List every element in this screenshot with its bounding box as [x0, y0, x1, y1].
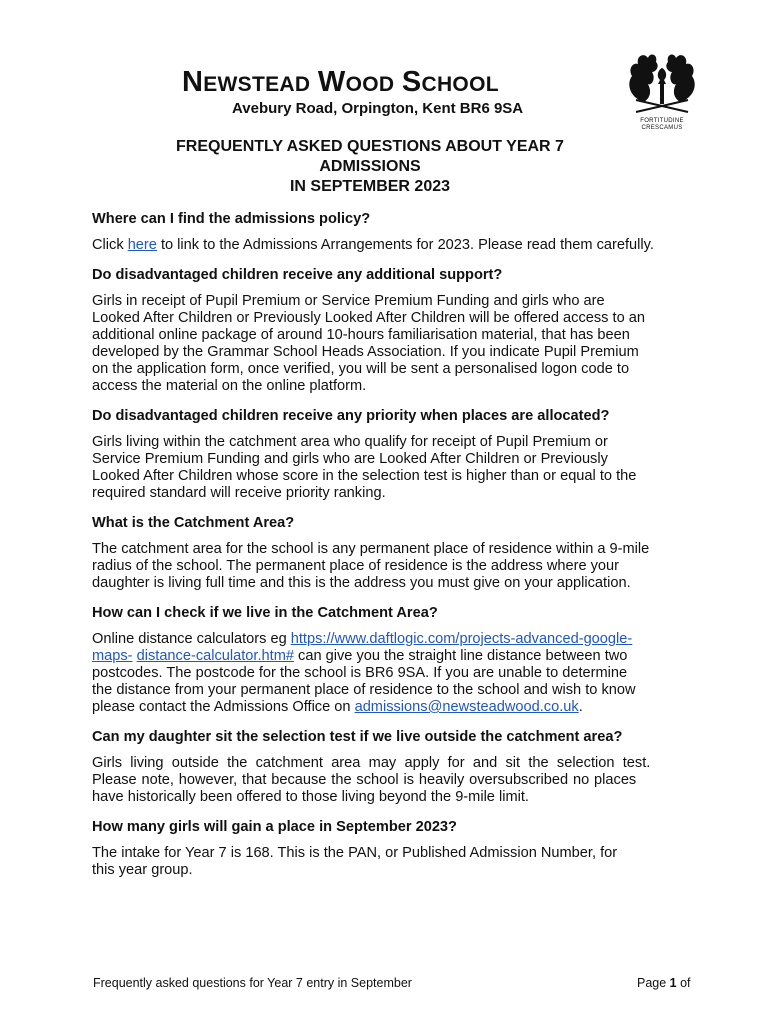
page-number-of: of — [676, 976, 691, 990]
faq-answer-3-line: Looked After Children whose score in the selection test is higher than or equal to the — [92, 468, 637, 484]
faq-answer-2 — [92, 293, 696, 395]
faq-answer-3-line: Service Premium Funding and girls who are Looked After Children or Previously — [92, 451, 608, 467]
faq-answer-4-line: The catchment area for the school is any permanent place of residence within a 9-mile — [92, 541, 650, 557]
faq-answer-5-line-2 — [92, 648, 696, 665]
faq-answer-1-post: to link to the Admissions Arrangements for 2023. Please read them carefully. — [156, 237, 654, 253]
faq-question-6: Can my daughter sit the selection test if we live outside the catchment area? — [92, 729, 623, 745]
faq-question-7: How many girls will gain a place in September 2023? — [92, 819, 457, 835]
faq-answer-5-line-last — [92, 699, 696, 716]
faq-answer-7-line: this year group. — [92, 862, 193, 878]
faq-answer-5-last-pre: please contact the Admissions Office on — [92, 699, 355, 715]
document-title-line-3: IN SEPTEMBER 2023 — [289, 178, 451, 195]
distance-calculator-link-cont-2[interactable]: distance-calculator.htm# — [136, 648, 294, 664]
document-title — [110, 137, 630, 197]
faq-answer-5-mid: can give you the straight line distance between two — [293, 648, 628, 664]
faq-answer-6-line: have historically been offered to those living beyond the 9-mile limit. — [92, 789, 529, 805]
faq-answer-6-line: Please note, however, that because the school is heavily oversubscribed no places — [92, 772, 637, 788]
faq-answer-7 — [92, 845, 696, 879]
school-name-part-3: CHOOL — [421, 73, 499, 96]
faq-answer-5-line: postcodes. The postcode for the school is BR6 9SA. If you are unable to determine — [92, 665, 628, 681]
faq-question-4: What is the Catchment Area? — [92, 515, 295, 531]
faq-answer-2-line: additional online package of around 10-hours familiarisation material, that has been — [92, 327, 630, 343]
faq-answer-2-line: Looked After Children or Previously Looked After Children will be offered access to an — [92, 310, 645, 326]
faq-answer-6 — [92, 755, 696, 806]
school-name — [182, 66, 562, 99]
faq-answer-7-line: The intake for Year 7 is 168. This is the PAN, or Published Admission Number, for — [92, 845, 618, 861]
faq-answer-4 — [92, 541, 696, 592]
faq-answer-5-line: the distance from your permanent place of residence to the school and wish to know — [92, 682, 636, 698]
admissions-email-link[interactable]: admissions@newsteadwood.co.uk — [354, 699, 579, 715]
faq-answer-6-line: Girls living outside the catchment area may apply for and sit the selection test. — [92, 755, 651, 771]
faq-answer-4-line: radius of the school. The permanent place of residence is the address where your — [92, 558, 620, 574]
school-address: Avebury Road, Orpington, Kent BR6 9SA — [232, 100, 524, 117]
distance-calculator-link[interactable]: https://www.daftlogic.com/projects-advanced-google- — [290, 631, 633, 647]
faq-answer-2-line: on the application form, once verified, you will be sent a personalised logon code to — [92, 361, 630, 377]
document-title-line-2: ADMISSIONS — [319, 158, 421, 175]
crest-motto — [622, 118, 702, 132]
faq-answer-5-line-1 — [92, 631, 696, 648]
school-name-part-2: OOD — [345, 73, 395, 96]
faq-question-5: How can I check if we live in the Catchment Area? — [92, 605, 438, 621]
faq-answer-3-line: required standard will receive priority ranking. — [92, 485, 386, 501]
crest-motto-line-2: CRESCAMUS — [641, 125, 683, 131]
faq-answer-5-pre: Online distance calculators eg — [92, 631, 291, 647]
faq-answer-1-pre: Click — [92, 237, 128, 253]
distance-calculator-link-cont[interactable]: maps- — [92, 648, 133, 664]
footer-text: Frequently asked questions for Year 7 entry in September — [93, 976, 412, 990]
faq-answer-5-last-post: . — [578, 699, 583, 715]
school-name-part-1: EWSTEAD — [203, 73, 311, 96]
faq-answer-3 — [92, 434, 696, 502]
school-name-initial-w: W — [317, 66, 346, 98]
faq-question-1: Where can I find the admissions policy? — [92, 211, 371, 227]
document-title-line-1: FREQUENTLY ASKED QUESTIONS ABOUT YEAR 7 — [176, 138, 564, 155]
school-name-initial-n: N — [182, 66, 204, 98]
faq-answer-2-line: access the material on the online platform. — [92, 378, 367, 394]
faq-question-3: Do disadvantaged children receive any priority when places are allocated? — [92, 408, 610, 424]
faq-answer-1 — [92, 237, 696, 254]
faq-answer-5 — [92, 631, 696, 716]
faq-question-2: Do disadvantaged children receive any additional support? — [92, 267, 503, 283]
faq-answer-2-line: developed by the Grammar School Heads Association. If you indicate Pupil Premium — [92, 344, 639, 360]
page-number — [637, 976, 691, 990]
crest-motto-line-1: FORTITUDINE — [640, 118, 684, 124]
faq-answer-3-line: Girls living within the catchment area who qualify for receipt of Pupil Premium or — [92, 434, 608, 450]
faq-answer-4-line: daughter is living full time and this is the address you must give on your application. — [92, 575, 631, 591]
admissions-policy-link[interactable]: here — [127, 237, 157, 253]
faq-answer-2-line: Girls in receipt of Pupil Premium or Service Premium Funding and girls who are — [92, 293, 605, 309]
page-number-label: Page — [637, 976, 670, 990]
faq-body — [92, 211, 696, 892]
school-name-initial-s: S — [401, 66, 422, 98]
page-number-value: 1 — [669, 976, 677, 990]
